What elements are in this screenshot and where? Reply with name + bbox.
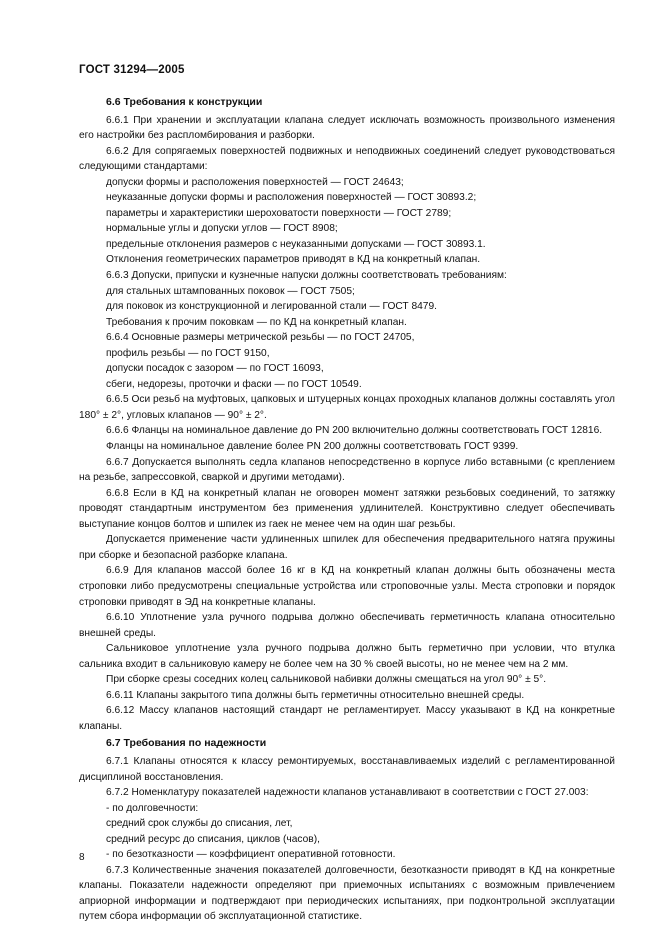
document-body (79, 95, 615, 925)
paragraph-6-6-6: 6.6.6 Фланцы на номинальное давление до PN 200 включительно должны соответствовать ГОСТ 12816. (106, 425, 603, 437)
paragraph-6-6-10-seal: Сальниковое уплотнение узла ручного подрыва должно быть герметично при условии, что втулка сальника входит в сальниковую камеру не более чем на 30 % своей высоты, но не менее чем на 2 мм. (79, 643, 615, 670)
list-item: допуски посадок с зазором — по ГОСТ 16093, (106, 363, 324, 375)
list-item: - по долговечности: (106, 802, 199, 814)
paragraph-6-6-4: 6.6.4 Основные размеры метрической резьбы — по ГОСТ 24705, (106, 332, 415, 344)
section-heading-6-7: 6.7 Требования по надежности (106, 737, 267, 750)
list-item: сбеги, недорезы, проточки и фаски — по ГОСТ 10549. (106, 378, 362, 390)
list-item: средний ресурс до списания, циклов (часов), (106, 833, 320, 845)
document-header: ГОСТ 31294—2005 (79, 64, 185, 76)
list-item: средний срок службы до списания, лет, (106, 818, 293, 830)
list-item: предельные отклонения размеров с неуказанными допусками — ГОСТ 30893.1. (106, 238, 486, 250)
paragraph-6-6-6-note: Фланцы на номинальное давление более PN 200 должны соответствовать ГОСТ 9399. (106, 441, 519, 453)
list-item: для стальных штампованных поковок — ГОСТ 7505; (106, 285, 355, 297)
list-item: нормальные углы и допуски углов — ГОСТ 8908; (106, 223, 338, 235)
list-item: допуски формы и расположения поверхностей — ГОСТ 24643; (106, 176, 404, 188)
page-number: 8 (79, 852, 85, 863)
paragraph-6-6-9: 6.6.9 Для клапанов массой более 16 кг в КД на конкретный клапан должны быть обозначены места строповки либо предусмотрены специальные устройства или строповочные узлы. Места строповки и порядок строповки приводят в ЭД на конкретные клапаны. (79, 565, 615, 608)
paragraph-6-6-11: 6.6.11 Клапаны закрытого типа должны быть герметичны относительно внешней среды. (106, 689, 525, 701)
list-item: - по безотказности — коэффициент оперативной готовности. (106, 849, 396, 861)
paragraph-6-6-8: 6.6.8 Если в КД на конкретный клапан не оговорен момент затяжки резьбовых соединений, то затяжку проводят стандартным инструментом без применения удлинителей. Конструктивно следует обеспечивать выступание концов болтов и шпилек из гаек не менее чем на один шаг резьбы. (79, 487, 615, 530)
paragraph-6-6-10: 6.6.10 Уплотнение узла ручного подрыва должно обеспечивать герметичность клапана относительно внешней среды. (79, 612, 615, 639)
paragraph-6-6-2: 6.6.2 Для сопрягаемых поверхностей подвижных и неподвижных соединений следует руководствоваться следующими стандартами: (79, 145, 615, 173)
section-heading-6-6: 6.6 Требования к конструкции (106, 96, 263, 108)
paragraph-6-6-7: 6.6.7 Допускается выполнять седла клапанов непосредственно в корпусе либо вставными (с креплением на резьбе, запрессовкой, сваркой и другими методами). (79, 456, 615, 484)
paragraph-6-6-2-note: Отклонения геометрических параметров приводят в КД на конкретный клапан. (106, 254, 481, 266)
paragraph-6-7-1: 6.7.1 Клапаны относятся к классу ремонтируемых, восстанавливаемых изделий с регламентированной дисциплиной восстановления. (79, 755, 615, 783)
paragraph-6-7-3: 6.7.3 Количественные значения показателей долговечности, безотказности приводят в КД на конкретные клапаны. Показатели надежности определяют при приемочных испытаниях с возможным привлечением априорной информации и подтверждают при периодических испытаниях, при подконтрольной эксплуатации путем сбора информации об эксплуатационной статистике. (79, 864, 615, 923)
list-item: для поковок из конструкционной и легированной стали — ГОСТ 8479. (106, 301, 437, 313)
list-item: параметры и характеристики шероховатости поверхности — ГОСТ 2789; (106, 207, 452, 219)
paragraph-6-6-12: 6.6.12 Массу клапанов настоящий стандарт не регламентирует. Массу указывают в КД на конкретные клапаны. (79, 705, 615, 732)
paragraph-6-6-8-note: Допускается применение части удлиненных шпилек для обеспечения предварительного натяга пружины при сборке и безопасной разборке клапана. (79, 534, 615, 561)
paragraph-6-6-10-assembly: При сборке срезы соседних колец сальниковой набивки должны смещаться на угол 90° ± 5°. (106, 674, 547, 686)
paragraph-6-6-3-note: Требования к прочим поковкам — по КД на конкретный клапан. (106, 316, 407, 328)
paragraph-6-7-2: 6.7.2 Номенклатуру показателей надежности клапанов устанавливают в соответствии с ГОСТ 27.003: (106, 787, 589, 799)
paragraph-6-6-1: 6.6.1 При хранении и эксплуатации клапана следует исключать возможность произвольного изменения его настройки без распломбирования и разборки. (79, 114, 615, 142)
list-item: неуказанные допуски формы и расположения поверхностей — ГОСТ 30893.2; (106, 192, 477, 204)
paragraph-6-6-5: 6.6.5 Оси резьб на муфтовых, цапковых и штуцерных концах проходных клапанов должны составлять угол 180° ± 2°, угловых клапанов — 90° ± 2°. (79, 394, 615, 421)
paragraph-6-6-3: 6.6.3 Допуски, припуски и кузнечные напуски должны соответствовать требованиям: (106, 270, 507, 282)
list-item: профиль резьбы — по ГОСТ 9150, (106, 347, 270, 359)
